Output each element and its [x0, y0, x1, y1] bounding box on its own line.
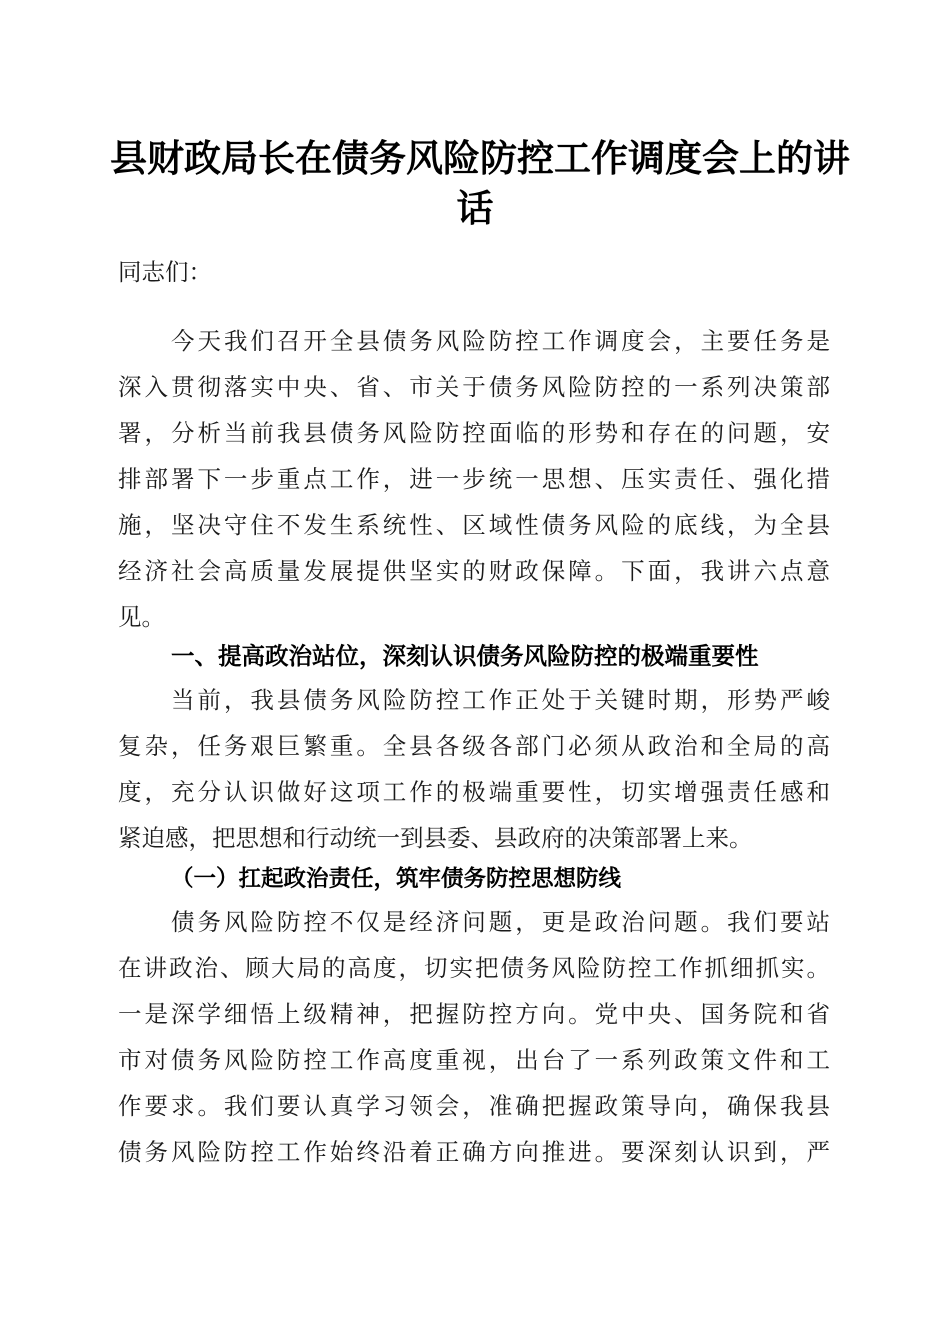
- subsection1-line: 市对债务风险防控工作高度重视，出台了一系列政策文件和工: [118, 1046, 830, 1074]
- document-title-line-1: 县财政局长在债务风险防控工作调度会上的讲: [110, 136, 850, 180]
- intro-line: 深入贯彻落实中央、省、市关于债务风险防控的一系列决策部: [118, 373, 830, 401]
- subsection1-line: 债务风险防控工作始终沿着正确方向推进。要深刻认识到，严: [118, 1138, 830, 1166]
- subsection1-line: 一是深学细悟上级精神，把握防控方向。党中央、国务院和省: [118, 1000, 830, 1028]
- intro-line: 施，坚决守住不发生系统性、区域性债务风险的底线，为全县: [118, 511, 830, 539]
- intro-line: 今天我们召开全县债务风险防控工作调度会，主要任务是: [171, 327, 830, 355]
- section1-line: 度，充分认识做好这项工作的极端重要性，切实增强责任感和: [118, 778, 830, 806]
- intro-line: 经济社会高质量发展提供坚实的财政保障。下面，我讲六点意: [118, 557, 830, 585]
- document-title-line-2: 话: [456, 186, 494, 230]
- section-heading-1: 一、提高政治站位，深刻认识债务风险防控的极端重要性: [171, 642, 759, 670]
- section1-line: 当前，我县债务风险防控工作正处于关键时期，形势严峻: [171, 686, 830, 714]
- section1-line: 复杂，任务艰巨繁重。全县各级各部门必须从政治和全局的高: [118, 732, 830, 760]
- intro-line: 见。: [118, 603, 165, 631]
- intro-line: 署，分析当前我县债务风险防控面临的形势和存在的问题，安: [118, 419, 830, 447]
- subsection1-line: 作要求。我们要认真学习领会，准确把握政策导向，确保我县: [118, 1092, 830, 1120]
- salutation: 同志们：: [118, 258, 212, 286]
- intro-line: 排部署下一步重点工作，进一步统一思想、压实责任、强化措: [118, 465, 830, 493]
- subsection1-line: 在讲政治、顾大局的高度，切实把债务风险防控工作抓细抓实。: [118, 954, 830, 982]
- subsection-heading-1: （一）扛起政治责任，筑牢债务防控思想防线: [171, 866, 622, 892]
- subsection1-line: 债务风险防控不仅是经济问题，更是政治问题。我们要站: [171, 908, 830, 936]
- section1-line: 紧迫感，把思想和行动统一到县委、县政府的决策部署上来。: [118, 824, 753, 852]
